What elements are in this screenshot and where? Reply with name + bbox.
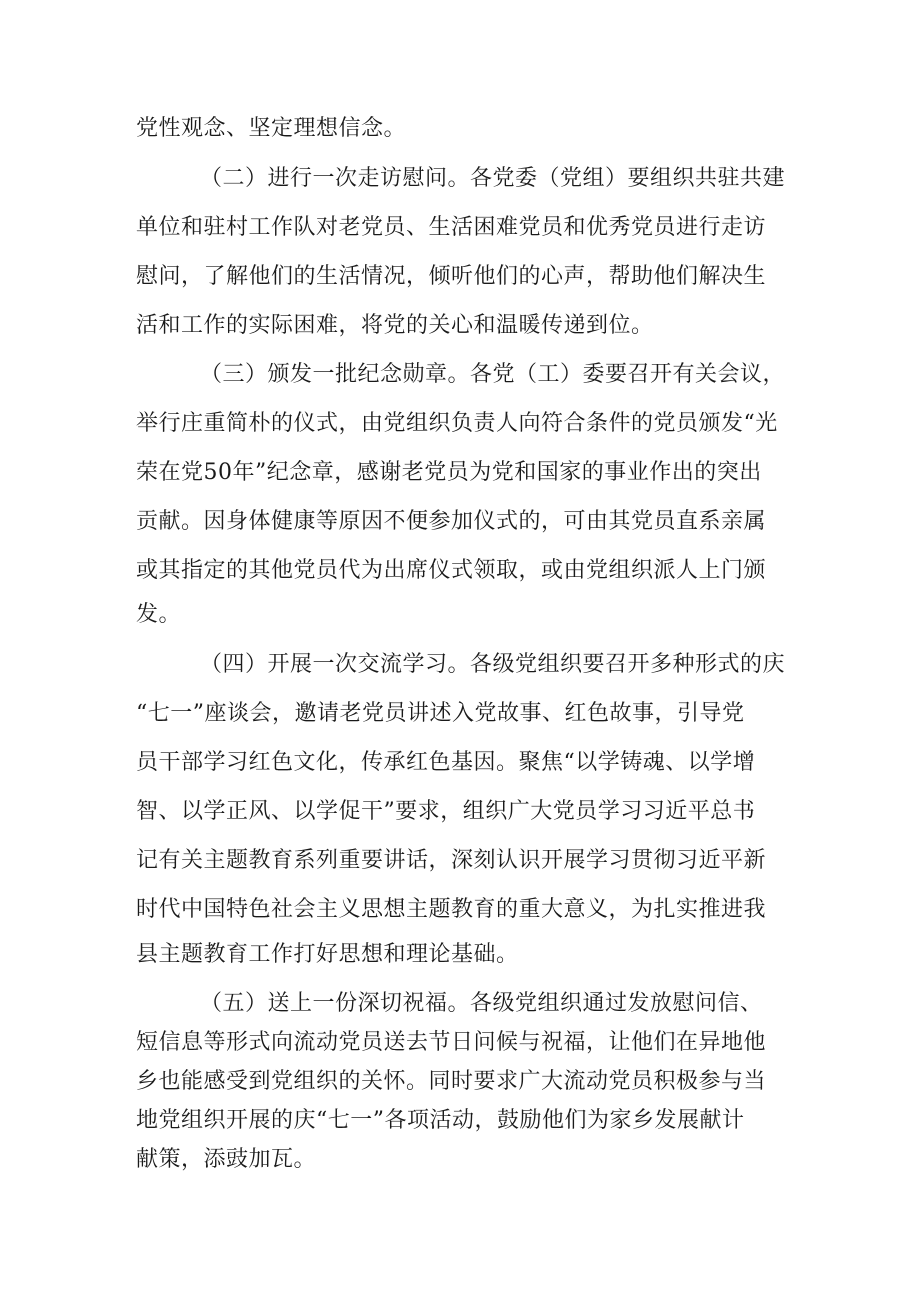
text-line: 活和工作的实际困难，将党的关心和温暖传递到位。 — [136, 313, 654, 338]
text-line: 发。 — [136, 602, 182, 627]
text-line: （四）开展一次交流学习。各级党组织要召开多种形式的庆 — [200, 652, 786, 677]
text-line: 智、以学正风、以学促干”要求，组织广大党员学习习近平总书 — [136, 799, 756, 824]
text-line: （三）颁发一批纪念勋章。各党（工）委要召开有关会议， — [200, 362, 786, 387]
text-line: 记有关主题教育系列重要讲话，深刻认识开展学习贯彻习近平新 — [136, 848, 767, 873]
text-line: 或其指定的其他党员代为出席仪式领取，或由党组织派人上门颁 — [136, 558, 767, 583]
text-line: 贡献。因身体健康等原因不便参加仪式的，可由其党员直系亲属 — [136, 509, 767, 534]
text-line: 慰问，了解他们的生活情况，倾听他们的心声，帮助他们解决生 — [136, 264, 767, 289]
text-line: 县主题教育工作打好思想和理论基础。 — [136, 942, 519, 967]
text-line: 荣在党50年”纪念章，感谢老党员为党和国家的事业作出的突出 — [136, 460, 762, 485]
text-line: 员干部学习红色文化，传承红色基因。聚焦“以学铸魂、以学增 — [136, 750, 756, 775]
text-line: 献策，添豉加瓦。 — [136, 1147, 317, 1172]
text-line: （五）送上一份深切祝福。各级党组织通过发放慰问信、 — [200, 991, 763, 1016]
text-line: 乡也能感受到党组织的关怀。同时要求广大流动党员积极参与当 — [136, 1069, 767, 1094]
text-line: （二）进行一次走访慰问。各党委（党组）要组织共驻共建 — [200, 166, 786, 191]
text-line: 地党组织开展的庆“七一”各项活动，鼓励他们为家乡发展献计 — [136, 1108, 745, 1133]
text-line: “七一”座谈会，邀请老党员讲述入党故事、红色故事，引导党 — [136, 701, 745, 726]
text-line: 单位和驻村工作队对老党员、生活困难党员和优秀党员进行走访 — [136, 215, 767, 240]
text-line: 举行庄重简朴的仪式，由党组织负责人向符合条件的党员颁发“光 — [136, 411, 778, 436]
text-line: 党性观念、坚定理想信念。 — [136, 116, 407, 141]
text-line: 短信息等形式向流动党员送去节日问候与祝福，让他们在异地他 — [136, 1030, 767, 1055]
text-line: 时代中国特色社会主义思想主题教育的重大意义，为扎实推进我 — [136, 897, 767, 922]
